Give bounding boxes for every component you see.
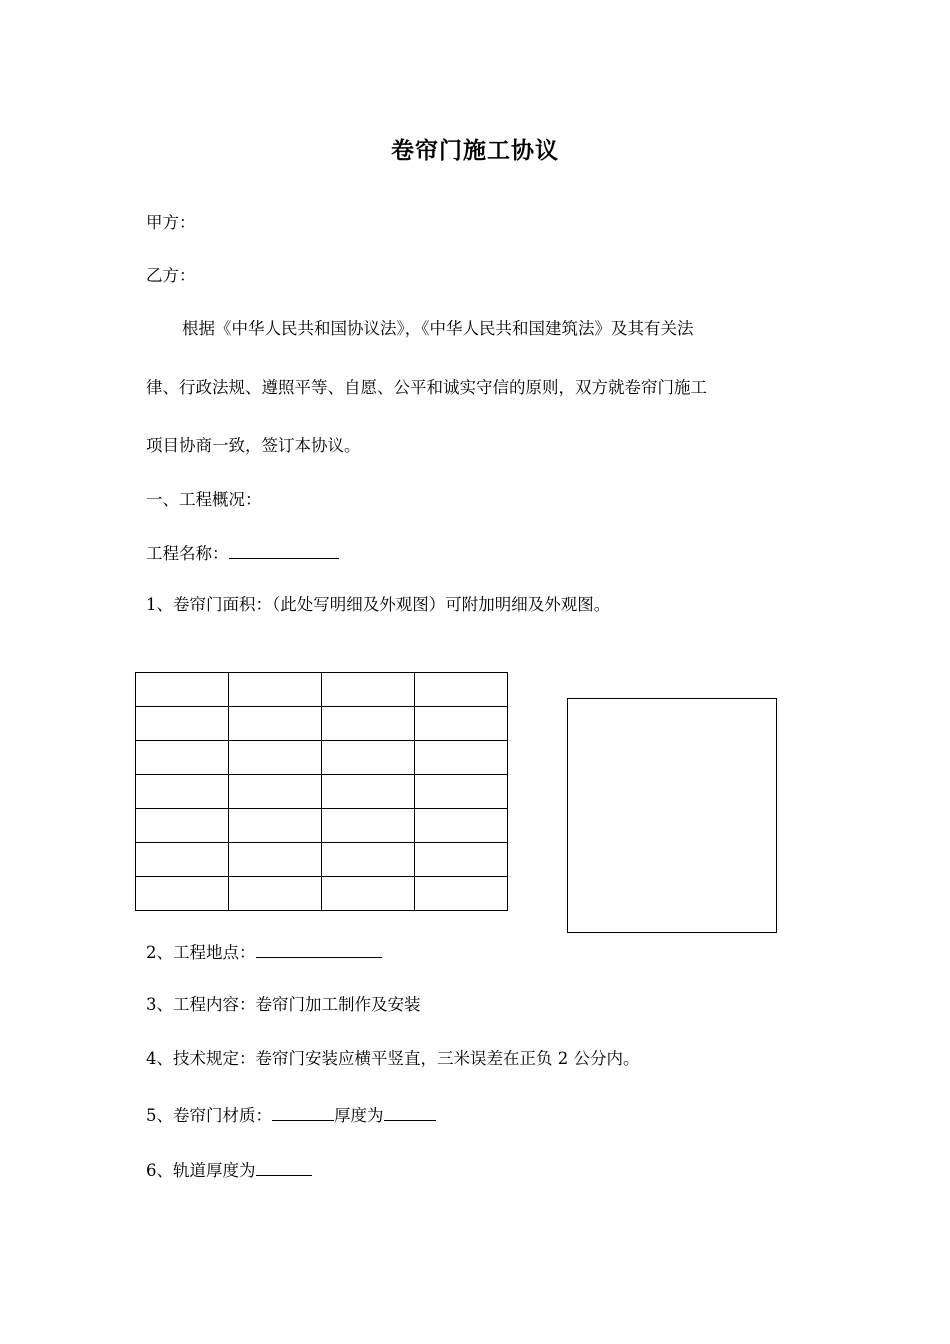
- item-2-location: [146, 939, 382, 965]
- table-cell[interactable]: [415, 673, 508, 707]
- party-a-line: 甲方：: [146, 213, 196, 232]
- table-row: [136, 741, 508, 775]
- item-1-area: 1、卷帘门面积：（此处写明细及外观图）可附加明细及外观图。: [146, 595, 611, 614]
- table-cell[interactable]: [136, 673, 229, 707]
- table-cell[interactable]: [229, 673, 322, 707]
- track-thickness-blank[interactable]: [256, 1157, 312, 1176]
- table-cell[interactable]: [229, 877, 322, 911]
- party-b-line: 乙方：: [146, 266, 196, 285]
- thickness-blank[interactable]: [384, 1102, 436, 1121]
- item-5-label: 5、卷帘门材质：: [146, 1106, 272, 1125]
- table-row: [136, 673, 508, 707]
- table-cell[interactable]: [322, 741, 415, 775]
- document-title: 卷帘门施工协议: [391, 137, 559, 164]
- project-name-label: 工程名称：: [146, 544, 229, 563]
- table-row: [136, 707, 508, 741]
- table-cell[interactable]: [229, 809, 322, 843]
- table-cell[interactable]: [322, 877, 415, 911]
- section-heading: 一、工程概况：: [146, 490, 262, 509]
- table-cell[interactable]: [415, 877, 508, 911]
- item-5-material: [146, 1102, 436, 1128]
- table-cell[interactable]: [136, 741, 229, 775]
- table-row: [136, 843, 508, 877]
- preamble-line-1: 根据《中华人民共和国协议法》，《中华人民共和国建筑法》及其有关法: [182, 319, 694, 338]
- table-cell[interactable]: [136, 843, 229, 877]
- appearance-drawing-box: [567, 698, 777, 933]
- table-cell[interactable]: [136, 775, 229, 809]
- table-cell[interactable]: [415, 843, 508, 877]
- table-cell[interactable]: [322, 673, 415, 707]
- preamble-line-2: 律、行政法规、遵照平等、自愿、公平和诚实守信的原则，双方就卷帘门施工: [146, 378, 707, 397]
- item-2-label: 2、工程地点：: [146, 943, 256, 962]
- item-3-content: 3、工程内容：卷帘门加工制作及安装: [146, 995, 421, 1014]
- table-row: [136, 809, 508, 843]
- table-cell[interactable]: [136, 877, 229, 911]
- table-cell[interactable]: [229, 707, 322, 741]
- table-cell[interactable]: [322, 707, 415, 741]
- material-blank[interactable]: [272, 1102, 334, 1121]
- table-cell[interactable]: [415, 741, 508, 775]
- table-cell[interactable]: [322, 843, 415, 877]
- table-row: [136, 775, 508, 809]
- table-cell[interactable]: [136, 809, 229, 843]
- table-cell[interactable]: [229, 775, 322, 809]
- table-cell[interactable]: [322, 775, 415, 809]
- table-cell[interactable]: [322, 809, 415, 843]
- item-4-technical: 4、技术规定：卷帘门安装应横平竖直，三米误差在正负 2 公分内。: [146, 1049, 640, 1068]
- preamble-line-3: 项目协商一致，签订本协议。: [146, 436, 361, 455]
- table-cell[interactable]: [415, 707, 508, 741]
- table-cell[interactable]: [136, 707, 229, 741]
- table-cell[interactable]: [229, 843, 322, 877]
- table-cell[interactable]: [229, 741, 322, 775]
- area-detail-table: [135, 672, 508, 911]
- table-row: [136, 877, 508, 911]
- item-6-label: 6、轨道厚度为: [146, 1161, 256, 1180]
- thickness-label: 厚度为: [334, 1106, 384, 1125]
- table-cell[interactable]: [415, 775, 508, 809]
- table-cell[interactable]: [415, 809, 508, 843]
- item-6-track: [146, 1157, 312, 1183]
- project-name-line: [146, 540, 339, 566]
- project-name-blank[interactable]: [229, 540, 339, 559]
- location-blank[interactable]: [256, 939, 382, 958]
